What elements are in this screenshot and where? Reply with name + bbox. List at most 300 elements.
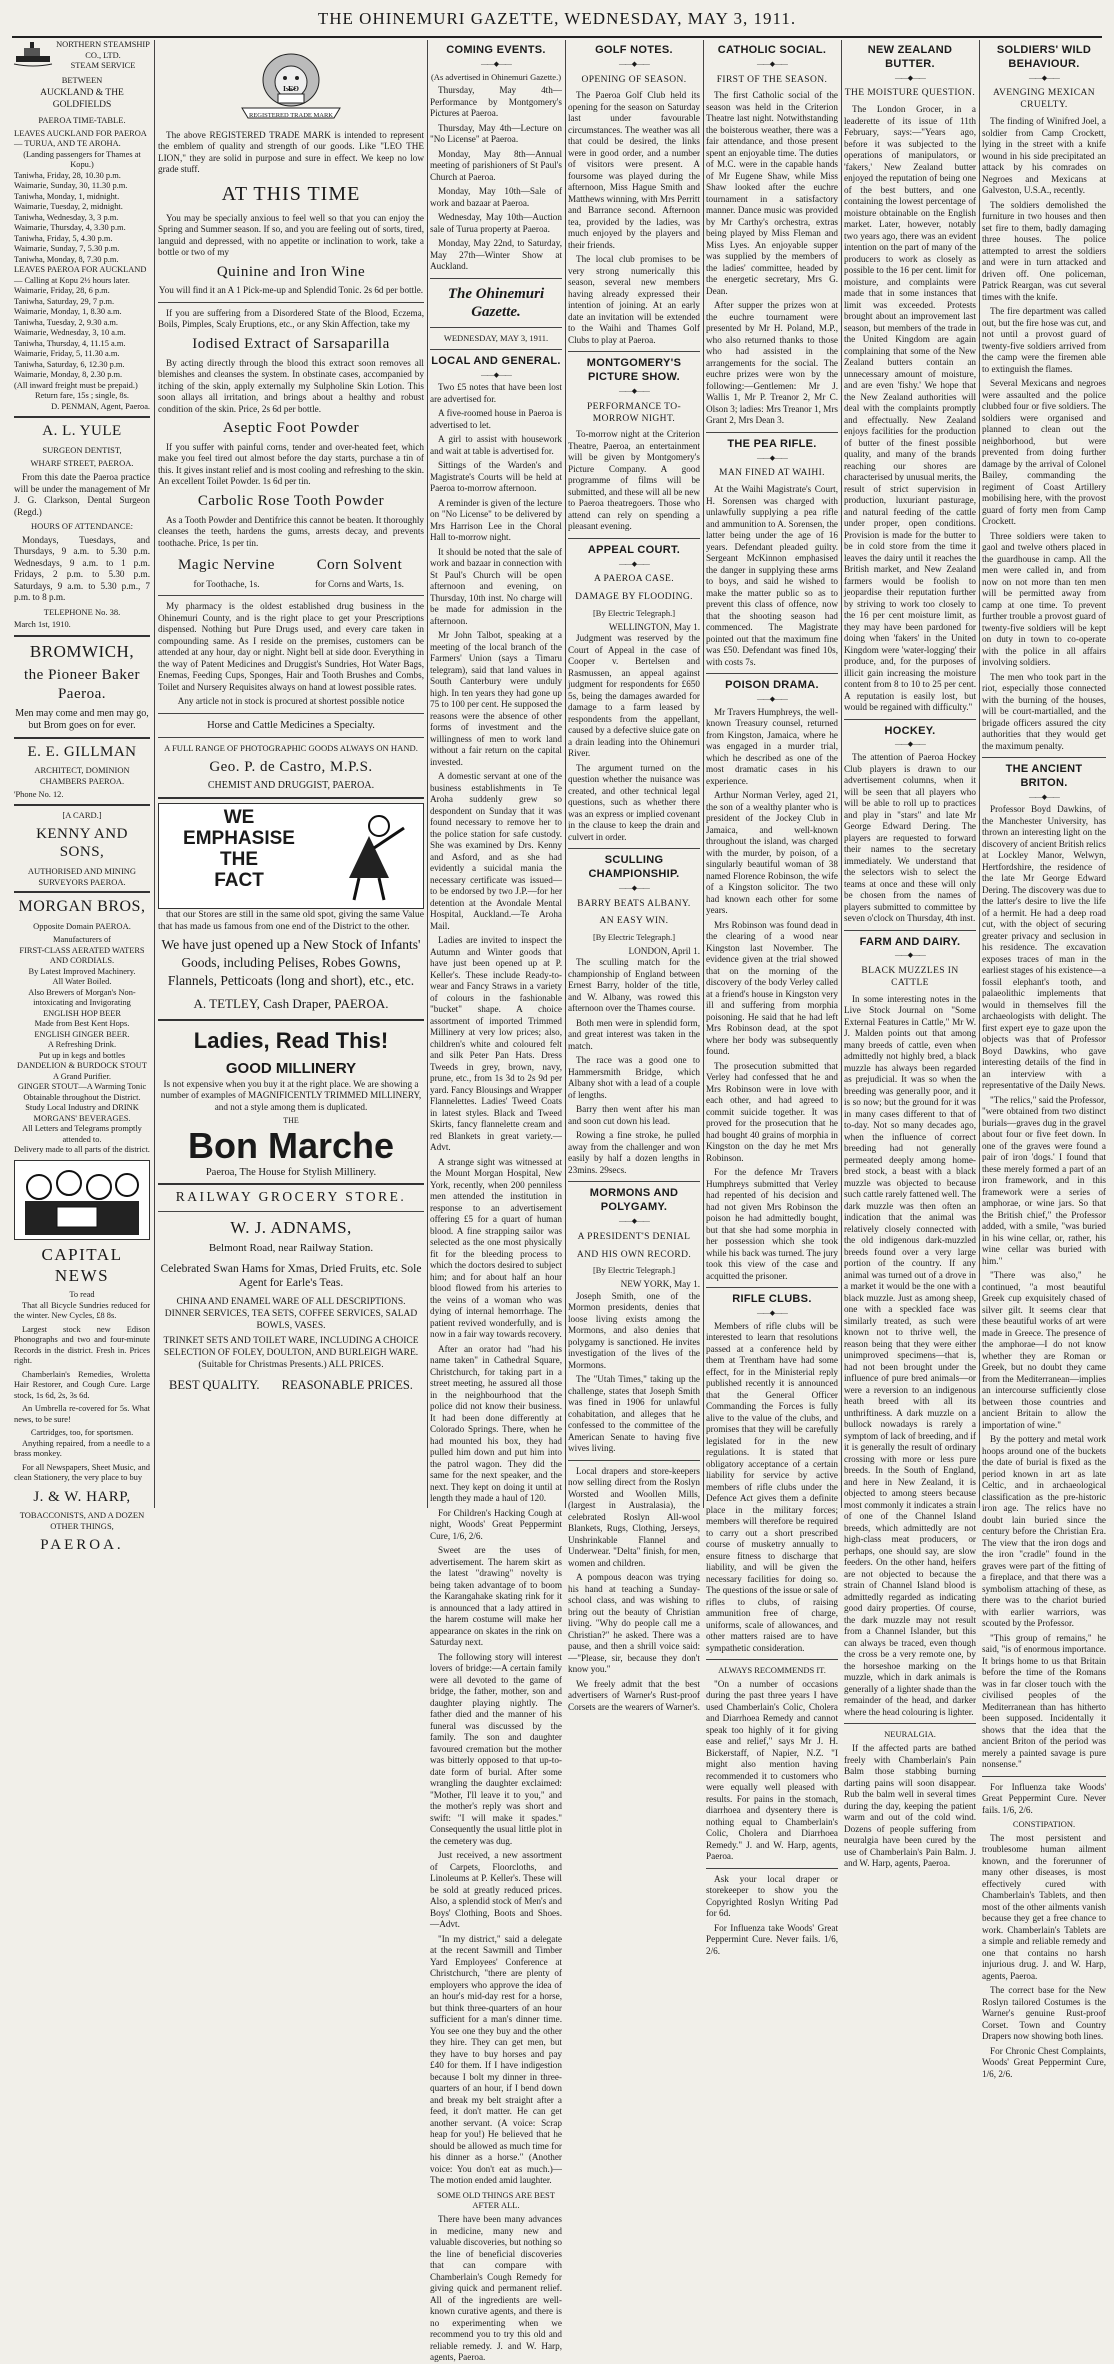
news-paragraph: "In my district," said a delegate at the recent Sawmill and Timber Yard Employees' Conference at Christchurch, "there are plenty of employers who approve the idea of an hour's mid-day rest for a horse, but think three-quarters of an hour sufficient for a man's dinner time. You see one they buy and the other they hire. They can get men, but they have to buy horses and pay £40 for them. If I have indigestion because I bolt my dinner in three-quarters of an hour, if I bend down and break my belt straight after a feed, it don't matter. He can get another servant. (A voice: Scrap heap for you!) He believed that he should be allowed as much time for his dinner as a horse." (Another voice: You don't eat as much.)—The motion ended amid laughter. [430, 1933, 562, 2186]
gillman-title: ARCHITECT, DOMINION CHAMBERS PAEROA. [34, 765, 130, 786]
morgan-line: All Letters and Telegrams promptly attended to. [22, 1124, 142, 1144]
news-paragraph: The attention of Paeroa Hockey Club players is drawn to our advertisement columns, when it will be seen that all players who will be able to roll up to practices and play in "stars" and late Mr George Edward Dering. The players are requested to forward their names to the secretary immediately. We understand that the selectors wish to select the teams at once and these will only be chosen from the names of players submitted to committee by seven o'clock on Thursday, 4th inst. [844, 752, 976, 924]
news-paragraph: For Influenza take Woods' Great Peppermint Cure. Never fails. 1/6, 2/6. [706, 1922, 838, 1956]
divider [158, 1019, 424, 1021]
morgan-line: Made from Best Kent Hops. [34, 1019, 130, 1028]
magic-sub: for Toothache, 1s. [193, 578, 260, 589]
mormons-sub: AND HIS OWN RECORD. [576, 1249, 692, 1260]
news-paragraph: The soldiers demolished the furniture in two houses and then set fire to them, badly damaging three houses. The police attempted to arrest the soldiers and were in turn attacked and driven off. One policeman, Patrick Reargan, was cut several times with the knife. [982, 199, 1106, 302]
news-paragraph: A domestic servant at one of the business establishments in Te Aroha suddenly grew so despondent on Sunday that it was found necessary to remove her to the police station for safe custody. She was examined by Drs. Kenny and Asford, and as she had evidently a suicidal mania the necessary certificate was issued—to be endorsed by two J.P.—for her detention at the Avondale Mental Hospital, Auckland.—Te Aroha Mail. [430, 771, 562, 931]
news-paragraph: "The relics," said the Professor, "were obtained from two distinct burials—graves dug in the gravel about four or five feet down. In one of the graves were found a pair of iron 'dogs.' I found that these merely formed a part of an iron framework, and in this framework were a series of amphorae, or wine jars. So that the British chief," the Professor added, with a smile, "was buried in his wine cellar, or, rather, his wine cellar was buried with him." [982, 1094, 1106, 1266]
ancient-briton-heading: THE ANCIENT BRITON. [1005, 763, 1083, 789]
emphasise-word: THE [220, 848, 258, 870]
divider [982, 1776, 1106, 1777]
column-7 [982, 40, 1106, 2079]
nz-butter-sub: THE MOISTURE QUESTION. [844, 88, 976, 99]
divider [158, 1183, 424, 1185]
news-paragraph: Mr Travers Humphreys, the well-known Treasury counsel, returned from Kingston, Jamaica, where he was engaged in a murder trial, which he described as one of the most dramatic cases in his experience. [706, 706, 838, 786]
event-item: Wednesday, May 10th—Auction sale of Turua property at Paeroa. [430, 212, 562, 234]
sailing: Waimarie, Wednesday, 3, 10 a.m. [14, 328, 126, 337]
ornament [430, 371, 562, 380]
news-paragraph: For Influenza take Woods' Great Peppermint Cure. Never fails. 1/6, 2/6. [982, 1781, 1106, 1815]
landing-note: (Landing passengers for Thames at Kopu.) [23, 149, 141, 169]
event-item: Monday, May 22nd, to Saturday, May 27th—Winter Show at Auckland. [430, 238, 562, 272]
sculling-sub: AN EASY WIN. [599, 916, 669, 927]
steamship-icon [14, 40, 52, 66]
ornament [844, 951, 976, 960]
news-paragraph: In some interesting notes in the Live Stock Journal on "Some External Features in Cattle," Mr W. J. Malden points out that among many breeds of cattle, even when admittedly not highly bred, a black muzzle has always been regarded as prejudicial. It was so when the breeding was generally poor, and it is so now; but the ground for it was in many cases different to that of to-day. Not so many decades ago, when the influence of correct breeding had not generally permeated deeply among home-bred stock, a beast with a black muzzle was objected to because such cattle rarely fattened well. The dark muzzle was then often an indication that the animal was relatively closely connected with the old indigenous dark-muzzled breeds found over a very large portion of the country. If any animal was turned out of a drove in a market it would be the one with a black muzzle. Just as among sheep, one with a speckled face was similarly treated, as such were known not to thrive well, the reason being that they were either unimproved specimens—that is, had not been brought under the influence of pure bred animals—or were a reversion to an indigenous heath breed with all its unthriftiness. A dark muzzle on a bullock nowadays is rarely a symptom of lack of breeding, and if it is generally the result of ordinary crossing with more or less pure breeds. In the South of England, and here in New Zealand, it is objected to among steers because most commonly it indicates a strain of one of the Channel Island breeds, which admittedly are not high-class meat producers, or perhaps, one should say, are slow feeders. On the other hand, heifers are not objected to because the strain of Channel Island blood is admittedly regarded as indicating good dairy properties. Of course, the dark muzzle may not result from a Channel Islander, but this can always be traced, even though the cross be a very remote one, by the horseshoe marking on the muzzle, which in dark animals is generally of a lighter shade than the remainder of the head, and darker where the head colouring is lighter. [844, 993, 976, 1717]
news-paragraph: The most persistent and troublesome human ailment known, and the forerunner of many other diseases, is most effectively cured with Chamberlain's Tablets, and then most of the other ailments vanish because they get a free chance to work. Chamberlain's Tablets are a simple and reliable remedy and one that contains no harsh injurious drug. J. and W. Harp, agents, Paeroa. [982, 1832, 1106, 1981]
cartoon-figures-icon [17, 1163, 147, 1237]
quality-row [158, 1378, 424, 1394]
dateline: WELLINGTON, May 1. [608, 621, 700, 632]
soldiers-heading: SOLDIERS' WILD BEHAVIOUR. [996, 44, 1092, 70]
dateline: NEW YORK, May 1. [620, 1279, 700, 1289]
column-2 [158, 40, 424, 1512]
hockey-heading: HOCKEY. [884, 724, 936, 737]
column-divider [565, 40, 566, 1508]
column-1 [14, 40, 150, 1553]
pea-rifle-sub: MAN FINED AT WAIHI. [719, 468, 825, 479]
at-this-time: AT THIS TIME [221, 182, 361, 205]
harp-sub: TOBACCONISTS, AND A DOZEN OTHER THINGS, [19, 1510, 145, 1531]
capital-line: That all Bicycle Sundries reduced for the winter. New Cycles, £8 8s. [14, 1300, 150, 1320]
telegraph-credit: [By Electric Telegraph.] [592, 932, 676, 943]
ornament [982, 793, 1106, 802]
rifle-clubs-heading: RIFLE CLUBS. [732, 1293, 812, 1306]
news-paragraph: Ladies are invited to inspect the Autumn and Winter goods that have just been opened up at P. Keller's. These include Ready-to-wear and Fancy Straws in a variety of colours in the fashionable "bucket" shape. A choice assortment of imported Trimmed Millinery at very low prices; also, children's white and coloured felt and silk Peter Pan Hats. Dress Tweeds in grey, brown, navy, prune, etc., from 1s 3d to 2s 9d per yard. Fancy Blousings and Wrapper Flannelettes. Ladies' Tweed Coats in latest styles. Black and Tweed Skirts, fancy flannelette cream and red Blankets in great variety.—Advt. [430, 935, 562, 1153]
appeal-heading: APPEAL COURT. [587, 543, 681, 556]
news-paragraph: Arthur Norman Verley, aged 21, the son of a wealthy planter who is president of the Jockey Club in Jamaica, and well-known throughout the island, was charged with the murder, by poison, of a singularly beautiful woman of 38 named Florence Robinson, the wife of a Kingston solicitor. The two had known each other for some years. [706, 790, 838, 916]
sailing: Waimarie, Friday, 5, 11.30 a.m. [14, 349, 120, 358]
divider [568, 538, 700, 539]
catholic-heading: CATHOLIC SOCIAL. [717, 44, 827, 56]
nz-butter-heading: NEW ZEALAND BUTTER. [867, 44, 953, 70]
morgan-line: Also Brewers of Morgan's Non-intoxicating and Invigorating [28, 987, 136, 1007]
bon-marche: Bon Marche [187, 1125, 395, 1167]
sarsa-lead: If you are suffering from a Disordered State of the Blood, Eczema, Boils, Pimples, Scaly Eruptions, etc., or any Skin Affection, take my [158, 307, 424, 330]
sailing: Taniwha, Saturday, 29, 7 p.m. [14, 296, 115, 306]
morgan-line: Delivery made to all parts of the district. [14, 1145, 150, 1154]
carbolic-title: Carbolic Rose Tooth Powder [197, 492, 385, 509]
news-paragraph: Barry then went after his man and soon cut down his lead. [568, 1104, 700, 1126]
divider [14, 635, 150, 637]
ornament [844, 74, 976, 83]
news-paragraph: A reminder is given of the lecture on "No License" to be delivered by Mrs Harrison Lee in the Choral Hall to-morrow night. [430, 497, 562, 543]
freight-note: (All inward freight must be prepaid.) [14, 380, 138, 390]
column-divider [703, 40, 704, 1508]
farm-dairy-sub: BLACK MUZZLES IN CATTLE [861, 966, 959, 988]
divider [568, 848, 700, 849]
yule-title: SURGEON DENTIST, [42, 444, 122, 455]
aseptic-text: If you suffer with painful corns, tender and over-heated feet, which make you feel tired out almost before the day starts, purchase a tin of this. It gives instant relief and is most cooling and refreshing to the skin. An excellent Toilet Powder. 1s 6d per tin. [158, 441, 424, 487]
news-paragraph: The correct base for the New Roslyn tailored Costumes is the Warner's genuine Rust-proof Corset. Town and Country Drapers now showing both lines. [982, 1985, 1106, 2042]
news-paragraph: The London Grocer, in a leaderette of its issue of 11th February, says:—"Years ago, before it was subjected to the operations of manipulators, or 'fakers,' New Zealand butter enjoyed the reputation of being one of the best butters, and one containing the lowest percentage of moisture obtainable on the English market. Later, however, notably two years ago, there was an evident intention on the part of many of the producers to work as closely as possible to the 16 per cent. limit for moisture, and complaints were made that in some instances that limit was exceeded. Protests brought about an improvement last season, but members of the trade in the United Kingdom are again complaining that some of the New Zealand butters contain an unnecessary amount of moisture, and are even 'fishy.' We hope that the New Zealand authorities will deal with the complaints promptly and effectually. New Zealand enjoys facilities for the production of butter of the finest possible quality, and many of the brands reaching our shores are characterised by unusual merits, the result of strict supervision in production, luxuriant pasturage, and natural feeding of the cattle under proper, open conditions. Provision is made for the butter to be in cold store from the time it leaves the dairy until it reaches the British market, and New Zealand farmers would be foolish to jeopardise their reputation further by striving to work too closely to the 16 per cent moisture limit, as they may have been pardoned for doing when 'fakers' in the United Kingdom were 'water-logging' their produce, and, for the purposes of illicit gain increasing the moisture content from 8 to 10 to 25 per cent. A reputation is easily lost, but would be regained with difficulty." [844, 104, 976, 713]
appeal-sub: A PAEROA CASE. [594, 574, 674, 585]
yule-name: A. L. YULE [42, 423, 122, 439]
news-paragraph: Sittings of the Warden's and Magistrate's Courts will be held at Paeroa to-morrow afternoon. [430, 460, 562, 494]
yule-text: From this date the Paeroa practice will be under the management of Mr J. G. Clarkson, Dental Surgeon (Regd.) [14, 472, 150, 517]
infants-text: We have just opened up a New Stock of Infants' Goods, including Pelises, Robes Gowns, Flannels, Petticoats (long and short), etc., etc. [161, 936, 421, 989]
telephone: TELEPHONE No. 38. [43, 606, 121, 617]
ornament [706, 60, 838, 69]
cartoon-illustration [14, 1160, 150, 1240]
capital-news: CAPITAL NEWS [41, 1244, 123, 1285]
sailings-from-auckland [14, 171, 150, 266]
news-paragraph: Just received, a new assortment of Carpets, Floorcloths, and Linoleums at P. Keller's. These will be sold at greatly reduced prices. Also, a splendid stock of Men's and Boys' Clothing, Boots and Shoes.—Advt. [430, 1850, 562, 1930]
news-paragraph: To-morrow night at the Criterion Theatre, Paeroa, an entertainment will be given by Montgomery's Picture Company. A good programme of films will be submitted, and these will all be new to Paeroa theatregoers. Those who attend can rely on spending a pleasant evening. [568, 429, 700, 532]
nervine-corn-row [158, 552, 424, 590]
news-paragraph: "On a number of occasions during the past three years I have used Chamberlain's Colic, Cholera and Diarrhoea Remedy and cannot speak too highly of it for giving ease and relief," says Mr J. H. Bickerstaff, of Napier, N.Z. "I might also mention having recommended it to customers who were equally well pleased with results. For pains in the stomach, diarrhoea and dysentery there is nothing equal to Chamberlain's Colic, Cholera and Diarrhoea Remedy." J. and W. Harp, agents, Paeroa. [706, 1678, 838, 1862]
steamship-service: STEAM SERVICE [70, 61, 136, 70]
news-paragraph: Members of rifle clubs will be interested to learn that resolutions passed at a conference held by them at Trentham have had some effect, for in the Ministerial reply published recently it is announced that the General Officer Commanding the Forces is fully alive to the value of the clubs, and promises that they will be carefully legislated for in the new regulations. It is stated that obligatory acceptance of a certain liability for service by active members of rifle clubs under the Defence Act gives them a definite place in the military forces; members will therefore be required to carry out a short prescribed course of musketry annually to ensure fitness to discharge that liability, and will be given the necessary facilities for doing so. The questions of the issue or sale of rifles to clubs, of raising ammunition free of charge, uniforms, scale of allowances, and other matters raised are to have sympathetic consideration. [706, 1320, 838, 1653]
bromwich-sub: the Pioneer Baker Paeroa. [24, 667, 140, 702]
railway-title: RAILWAY GROCERY STORE. [175, 1189, 407, 1205]
ornament [568, 387, 700, 396]
news-paragraph: Mrs Robinson was found dead in the clearing of a wood near Kingston last November. The evidence given at the trial showed that on the morning of the discovery of the body Verley called at a friend's house in Kingston very ill and suffering from morphia poisoning. He said that he had left Mrs Robinson dead, at the spot where her body was subsequently found. [706, 919, 838, 1057]
divider [14, 416, 150, 418]
news-paragraph: The men who took part in the riot, especially those connected with the burning of the houses, will be court-martialled, and the brigade officers assured the city authorities that they would get the maximum penalty. [982, 671, 1106, 751]
news-paragraph: Rowing a fine stroke, he pulled away from the challenger and won easily by half a dozen lengths in 23mins. 29secs. [568, 1130, 700, 1175]
xmas-text: (Suitable for Christmas Presents.) ALL PRICES. [198, 1360, 384, 1371]
yule-date: March 1st, 1910. [14, 620, 71, 630]
photo-line: A FULL RANGE OF PHOTOGRAPHIC GOODS ALWAYS ON HAND. [164, 742, 418, 753]
ornament [706, 695, 838, 704]
sailing: Waimarie, Friday, 28, 6 p.m. [14, 286, 110, 295]
figure-illustration-icon [319, 808, 419, 904]
coming-events-heading: COMING EVENTS. [446, 44, 546, 56]
masthead: THE OHINEMURI GAZETTE, WEDNESDAY, MAY 3, 1911. [317, 9, 797, 28]
steamship-route: AUCKLAND & THE GOLDFIELDS [40, 88, 124, 110]
sailing: Taniwha, Thursday, 4, 11.15 a.m. [14, 338, 126, 348]
capital-line: Anything repaired, from a needle to a brass monkey. [14, 1438, 150, 1458]
sailing: Taniwha, Wednesday, 3, 3 p.m. [14, 212, 119, 222]
news-paragraph: There have been many advances in medicine, many new and valuable discoveries, but nothing so the line of beneficial discoveries that can compare with Chamberlain's Cough Remedy for giving quick and permanent relief. All of the ingredients are well-known curative agents, and there is no experimenting when we recommend you to try this old and reliable remedy. J. and W. Harp, agents, Paeroa. [430, 2214, 562, 2362]
news-paragraph: Three soldiers were taken to gaol and twelve others placed in the guardhouse in camp. All the men were called in, and from now on not more than ten men will be permitted away from camp at one time. To prevent further trouble a provost guard of twenty-five soldiers will be kept on duty in town to co-operate with the police in all affairs involving soldiers. [982, 530, 1106, 667]
steamship-between: BETWEEN [61, 74, 103, 85]
kenny-sub: AUTHORISED AND MINING SURVEYORS PAEROA. [27, 866, 137, 887]
quinine-title: Quinine and Iron Wine [216, 263, 366, 280]
castro-name: Geo. P. de Castro, M.P.S. [209, 758, 373, 775]
telegraph-credit: [By Electric Telegraph.] [592, 1265, 676, 1276]
divider [14, 891, 150, 893]
news-paragraph: It should be noted that the sale of work and bazaar in connection with St Paul's Church will be open afternoon and evening, on Thursday, 10th inst. No charge will be made for admission in the afternoon. [430, 546, 562, 626]
adnams-address: Belmont Road, near Railway Station. [208, 1242, 374, 1255]
capital-line: For all Newspapers, Sheet Music, and clean Stationery, the very place to buy [14, 1462, 150, 1482]
sailings-from-paeroa [14, 286, 150, 381]
ornament [568, 60, 700, 69]
gillman-phone: 'Phone No. 12. [14, 789, 64, 799]
sailing: Waimarie, Sunday, 30, 11.30 p.m. [14, 181, 128, 190]
tetley-name: A. TETLEY, Cash Draper, PAEROA. [193, 996, 389, 1012]
bon-sub: Paeroa, The House for Stylish Millinery. [205, 1167, 377, 1179]
morgan-line: GINGER STOUT—A Warming Tonic [17, 1082, 147, 1091]
divider [14, 804, 150, 806]
emphasise-word: EMPHASISE [183, 827, 295, 849]
emphasise-word: FACT [214, 869, 264, 891]
news-paragraph: Several Mexicans and negroes were assaulted and the police clubbed four or five soldiers. The soldiers were organised and planned to clean out the neighborhood, but were prevented from doing further damage by the arrival of Colonel Bailey, commanding the regiment of Coast Artillery mobilising here, with the provost guard of forty men from Camp Crockett. [982, 378, 1106, 526]
farm-dairy-heading: FARM AND DAIRY. [859, 935, 961, 948]
sculling-heading: SCULLING CHAMPIONSHIP. [588, 854, 680, 880]
harp-town: PAEROA. [40, 1536, 124, 1553]
ornament [982, 74, 1106, 83]
news-paragraph: Professor Boyd Dawkins, of the Manchester University, has thrown an interesting light on the discovery of ancient British relics at Lockley Manor, Welwyn, Hertfordshire, the residence of the late Mr George Edward Dering. The discovery was due to the latter's desire to live the life of a hermit. He had a deep road cut, with the object of securing greater privacy and seclusion in his residence. The excavation exposes traces of man in the earliest stages of his existence—a fossil elephant's tooth, and palaeolithic implements that would in themselves fill the archaeologists with delight. The first expert eye to gaze upon the objects was that of Professor Boyd Dawkins, who gave interesting details of the find in an interview with a representative of the Daily News. [982, 804, 1106, 1091]
corn-title: Corn Solvent [316, 557, 403, 573]
capital-line: To read [69, 1290, 95, 1299]
morgan-line: ENGLISH GINGER BEER. [34, 1029, 130, 1039]
ornament [844, 740, 976, 749]
agent: D. PENMAN, Agent, Paeroa. [51, 401, 150, 411]
bromwich-name: BROMWICH, [29, 641, 135, 661]
divider [430, 278, 562, 279]
capital-line: An Umbrella re-covered for 5s. What news, to be sure! [14, 1404, 150, 1424]
divider [158, 1211, 424, 1212]
sailing: Taniwha, Monday, 8, 7.30 p.m. [14, 254, 119, 264]
hours-title: HOURS OF ATTENDANCE: [30, 521, 133, 531]
news-paragraph: A strange sight was witnessed at the Mount Morgan Hospital, New York, recently, when 200 penniless men attended the institution in response to an advertisement offering £5 for a quart of human blood. A fine strapping sailor was selected as the one most physically fit for the bleeding process to which the doctors desired to subject him; and for about half an hour blood flowed from his arteries to the veins of a woman who was dying of internal hemorrhage. The patient revived wonderfully, and is now in a fair way towards recovery. [430, 1156, 562, 1340]
sailing: Waimarie, Monday, 8, 2.30 p.m. [14, 370, 123, 379]
morgan-address: Opposite Domain PAEROA. [33, 921, 131, 932]
return-fare: Return fare, 15s ; single, 8s. [35, 391, 129, 400]
divider [706, 673, 838, 674]
mormons-sub: A PRESIDENT'S DENIAL [577, 1231, 691, 1242]
news-paragraph: For Chronic Chest Complaints, Woods' Great Peppermint Cure, 1/6, 2/6. [982, 2045, 1106, 2079]
constipation-heading: CONSTIPATION. [1012, 1819, 1076, 1830]
aseptic-title: Aseptic Foot Powder [222, 420, 360, 436]
neuralgia-heading: NEURALGIA. [884, 1729, 936, 1740]
swan-hams: Celebrated Swan Hams for Xmas, Dried Fruits, etc. Sole Agent for Earle's Teas. [160, 1263, 422, 1290]
divider [844, 719, 976, 720]
divider [844, 930, 976, 931]
event-item: Thursday, May 4th—Lecture on "No License" at Paeroa. [430, 122, 562, 145]
dateline: LONDON, April 1. [628, 945, 700, 956]
event-item: Thursday, May 4th—Performance by Montgomery's Pictures at Paeroa. [430, 85, 562, 119]
column-5 [706, 40, 838, 1956]
leo-text: The above REGISTERED TRADE MARK is intended to represent the emblem of quality and strength of our goods. Like "LEO THE LION," they are solid in purpose and sure in effect. We keep no low grade stuff. [158, 129, 424, 174]
ornament [706, 454, 838, 463]
golf-heading: GOLF NOTES. [595, 44, 673, 56]
montgomery-heading: MONTGOMERY'S PICTURE SHOW. [586, 357, 682, 384]
news-paragraph: Ask your local draper or storekeeper to show you the Copyrighted Roslyn Writing Pad for 6d. [706, 1873, 838, 1919]
at-this-text: You may be specially anxious to feel well so that you can enjoy the Spring and Summer season. If so, and you are feeling out of sorts, tired, languid and depressed, with no appetite or inclination to work, take a bottle or two of my [158, 212, 424, 257]
column-4 [568, 40, 700, 1712]
leo-logo [158, 44, 424, 130]
ladies-headline: Ladies, Read This! [193, 1027, 389, 1053]
leaves-paeroa: LEAVES PAEROA FOR AUCKLAND— Calling at Kopu 2½ hours later. [14, 265, 147, 285]
bromwich-slogan: Men may come and men may go, but Brom goes on for ever. [15, 707, 149, 731]
corn-block [315, 552, 404, 590]
news-paragraph: The prosecution submitted that Verley had confessed that he and Mrs Robinson were in love with each other, and had agreed to commit suicide together. It was proved for the prosecution that he had bought 40 grains of morphia in Kingston on the day he met Mrs Robinson. [706, 1060, 838, 1163]
sculling-sub: BARRY BEATS ALBANY. [577, 898, 691, 909]
sailing: Waimarie, Monday, 1, 8.30 a.m. [14, 307, 122, 316]
morgan-line: A Refreshing Drink. [47, 1040, 117, 1049]
china-text: CHINA AND ENAMEL WARE OF ALL DESCRIPTIONS. DINNER SERVICES, TEA SETS, COFFEE SERVICES, SALAD BOWLS, VASES. [164, 1296, 418, 1331]
hours-text: Mondays, Tuesdays, and Thursdays, 9 a.m. to 5.30 p.m. Wednesdays, 9 a.m. to 1 p.m. Fridays, 2 p.m. to 5.30 p.m. Saturdays, 9 a.m. to 5.30 p.m., 7 p.m. to 8 p.m. [14, 534, 150, 603]
soldiers-sub: AVENGING MEXICAN CRUELTY. [992, 88, 1095, 111]
news-paragraph: After supper the prizes won at the euchre tournament were presented by Mr H. Poland, M.P., who also returned thanks to those who had assisted in the arrangements for the social. The euchre prizes were won by the following:—Gentlemen: Mr J. Wallis 1, Mr P. Treanor 2, Mr C. Olson 3; ladies: Mrs Treanor 1, Mrs Grant 2, Mrs Dean 3. [706, 300, 838, 426]
montgomery-sub: PERFORMANCE TO-MORROW NIGHT. [586, 401, 682, 424]
news-paragraph: A pompous deacon was trying his hand at teaching a Sunday-school class, and was wishing to bring out the beauty of Christian living. "Why do people call me a Christian?" he asked. There was a pause, and then a shrill voice said:—"Please, sir, because they don't know you." [568, 1572, 700, 1674]
morgan-line: A Grand Purifier. [53, 1071, 111, 1081]
corn-sub: for Corns and Warts, 1s. [315, 578, 404, 589]
capital-line: Largest stock new Edison Phonographs and two and four-minute Records in the district. Fresh in. Prices right. [14, 1324, 150, 1365]
news-paragraph: "This group of remains," he said, "is of enormous importance. It brings home to us that Britain before the time of the Romans was in far closer touch with the civilised peoples of the Mediterranean than has hitherto been supposed. Incidentally it shows that the idea that the ancient Briton of the period was merely a painted savage is pure nonsense." [982, 1632, 1106, 1770]
good-millinery: GOOD MILLINERY [225, 1060, 357, 1078]
morgan-line: DANDELION & BURDOCK STOUT [17, 1061, 147, 1070]
steamship-ad [14, 40, 150, 72]
column-divider [979, 40, 980, 1508]
poison-heading: POISON DRAMA. [725, 679, 819, 692]
ornament [568, 560, 700, 569]
column-3 [430, 40, 562, 2362]
column-divider [841, 40, 842, 1508]
ornament [568, 884, 700, 893]
news-paragraph: The race was a good one to Hammersmith Bridge, which Albany shot with a lead of a couple of lengths. [568, 1055, 700, 1100]
trinket-text: TRINKET SETS AND TOILET WARE, INCLUDING A CHOICE SELECTION OF FOLEY, DOULTON, AND BURLEIGH WARE. [163, 1336, 419, 1359]
gillman-name: E. E. GILLMAN [27, 743, 137, 760]
news-paragraph: A girl to assist with housework and wait at table is advertised for. [430, 434, 562, 456]
news-paragraph: The following story will interest lovers of bridge:—A certain family were all devoted to the game of bridge, the father, mother, son and daughter playing nightly. The father died and the manner of his funeral was discussed by the family. The son and daughter favoured cremation but the mother was bitterly opposed to that up-to-date form of burial. After some wrangling the daughter exclaimed: "Mother, I'll leave it to you," and the mother's reply was short and swift: "I will make it spades." Consequently the usual little plot in the cemetery was dug. [430, 1651, 562, 1846]
morgan-line: Obtainable throughout the District. [23, 1092, 141, 1102]
carbolic-text: As a Tooth Powder and Dentifrice this cannot be beaten. It thoroughly cleanses the teeth, hardens the gums, arrests decay, and prevents toothache. Price, 1s per tin. [158, 514, 424, 548]
news-subheading: SOME OLD THINGS ARE BEST AFTER ALL. [437, 2189, 555, 2211]
always-heading: ALWAYS RECOMMENDS IT. [718, 1665, 826, 1676]
capital-line: Cartridges, too, for sportsmen. [30, 1428, 134, 1437]
divider [706, 1287, 838, 1288]
divider [158, 797, 424, 799]
card-label: [A CARD.] [62, 810, 102, 820]
news-paragraph: "There was also," he continued, "a most beautiful Greek cup exquisitely chased of silver gilt. It seems clear that these beautiful works of art were made in Greece. The presence of the amphorae—I do not know whether they are Roman or Greek, but no doubt they came from the Mediterranean—implies an intercourse sufficiently close between those countries and ancient Britain to allow the importation of wine." [982, 1270, 1106, 1430]
golf-sub: OPENING OF SEASON. [581, 74, 687, 85]
divider [706, 1659, 838, 1660]
morgan-name: MORGAN BROS, [18, 898, 146, 916]
divider [706, 1868, 838, 1869]
news-paragraph: Both men were in splendid form, and great interest was taken in the match. [568, 1017, 700, 1051]
sailing: Taniwha, Monday, 1, midnight. [14, 191, 120, 201]
emphasise-ad [158, 803, 424, 909]
morgan-line: FIRST-CLASS AERATED WATERS AND CORDIALS. [19, 945, 145, 965]
news-paragraph: After an orator had "had his name taken" in Cathedral Square, Christchurch, for taking part in a street meeting, he assured all those in the neighbourhood that the police did not know their business. It had been done differently at Colorado Springs. There, when he had mounted his box, they had pulled him down and put him into the patrol wagon. They did the same for the next speaker, and the next. They kept on doing it until at length they made a haul of 120. [430, 1343, 562, 1504]
sailing: Taniwha, Tuesday, 2, 9.30 a.m. [14, 317, 119, 327]
best-quality: BEST QUALITY. [169, 1378, 260, 1393]
event-item: Monday, May 8th—Annual meeting of parishioners of St Paul's Church at Paeroa. [430, 148, 562, 182]
divider [158, 713, 424, 714]
pea-rifle-heading: THE PEA RIFLE. [727, 437, 817, 450]
morgan-line: All Water Boiled. [52, 977, 112, 986]
kenny-name: KENNY AND SONS, [36, 825, 128, 861]
leaves-auckland: LEAVES AUCKLAND FOR PAEROA— TURUA, AND TE AROHA. [14, 128, 147, 148]
sailing: Taniwha, Friday, 28, 10.30 p.m. [14, 170, 121, 180]
news-paragraph: Joseph Smith, one of the Mormon presidents, denies that loose living exists among the Mormons, and also denies that polygamy is sanctioned. He invites investigation of the lives of the Mormons. [568, 1290, 700, 1370]
divider [706, 432, 838, 433]
pharmacy-text: My pharmacy is the oldest established drug business in the Ohinemuri County, and is the right place to get your Prescriptions dispensed. Nothing but Pure Drugs used, and every care taken in compounding same. As I reside on the premises, customers can be attended at any hour, day or night. Night bell at side door. Everything in the way of Patent Medicines and Druggist's Sundries, Hot Water Bags, Enemas, Feeding Cups, Sponges, Hair and Tooth Brushes and Combs, Toilet and Nursery Requisites always on hand at lowest possible rates. [158, 601, 424, 692]
pharmacy-note: Any article not in stock is procured at shortest possible notice [177, 696, 405, 707]
harp-name: J. & W. HARP, [33, 1488, 131, 1505]
divider [430, 327, 562, 328]
divider [158, 302, 424, 303]
emphasise-words [163, 808, 315, 904]
news-paragraph: At the Waihi Magistrate's Court, H. Sorensen was charged with unlawfully supplying a pea rifle and ammunition to A. Sorensen, the latter being under the age of 16 years. Defendant pleaded guilty. Sergeant McKinnon emphasised the danger in supplying these arms to boys, and said he wished to make the matter public so as to prevent this class of offence, now that the shooting season had commenced. The Magistrate pointed out that the maximum fine was £50. Defendant was fined 10s, with costs 7s. [706, 484, 838, 667]
sailing: Taniwha, Friday, 5, 4.30 p.m. [14, 233, 113, 243]
news-paragraph: The argument turned on the question whether the nuisance was created, and other technical legal questions, such as whether there was an express or implied covenant in the clause to keep the drain and culvert in order. [568, 762, 700, 842]
divider [430, 349, 562, 350]
sailing: Waimarie, Tuesday, 2, midnight. [14, 202, 123, 211]
castro-sub: CHEMIST AND DRUGGIST, PAEROA. [207, 780, 375, 792]
news-paragraph: The Paeroa Golf Club held its opening for the season on Saturday last under favourable circumstances. The weather was all that could be desired, the links were in good order, and a number of visitors were present. A foursome was played during the afternoon, Miss Hague Smith and Matthews winning, with Mrs Perritt and Barrance second. Afternoon tea, provided by the ladies, was much enjoyed by the players and their friends. [568, 90, 700, 250]
capital-line: Chamberlain's Remedies, Wroletta Hair Restorer, and Cough Cure. Large stock, 1s 6d, 2s, 3s 6d. [14, 1369, 150, 1400]
ornament [568, 1217, 700, 1226]
telegraph-credit: [By Electric Telegraph.] [592, 608, 676, 619]
millinery-text: Is not expensive when you buy it at the right place. We are showing a number of examples of MAGNIFICENTLY TRIMMED MILLINERY, and not a style among them is duplicated. [160, 1078, 422, 1112]
column-divider [154, 40, 155, 1508]
news-paragraph: The local club promises to be very strong numerically this season, several new members having already expressed their intention of joining. At an early date an invitation will be extended to the Waihi and Thames Golf Clubs to play at Paeroa. [568, 254, 700, 345]
sailing: Waimarie, Thursday, 4, 3.30 p.m. [14, 223, 126, 232]
column-divider [427, 40, 428, 1508]
capital-list [14, 1290, 150, 1484]
ornament [706, 1309, 838, 1318]
news-paragraph: For the defence Mr Travers Humphreys submitted that Verley had repented of his decision and had not given Mrs Robinson the poison he had admittedly bought, but that she had some morphia in her possession which she took while his back was turned. The jury took this view of the case and acquitted the prisoner. [706, 1167, 838, 1281]
timetable-title: PAEROA TIME-TABLE. [38, 114, 126, 125]
emphasise-text: that our Stores are still in the same old spot, giving the same Value that has made us famous from one end of the District to the other. [158, 908, 424, 932]
morgan-list [14, 935, 150, 1156]
news-paragraph: Sweet are the uses of advertisement. The harem skirt as the latest "drawing" novelty is being taken advantage of to boom the Karangahake skating rink for it is announced that a lady attired in the harem costume will make her appearance on skates in the rink on Saturday next. [430, 1545, 562, 1648]
mormons-heading: MORMONS AND POLYGAMY. [589, 1187, 679, 1214]
news-paragraph: By the pottery and metal work hoops around one of the buckets the date of burial is fixed as the period known in art as late Celtic, and in archaeological classification as the pre-historic iron age. The relics have no doubt lain buried since the century before the Christian Era. The view that the iron dogs and the iron "cradle" found in the graves were part of the fitting of a fireplace, and that there was a symbolism attaching of these, as there was to the chariot buried with earlier warriors, was scouted by the Professor. [982, 1434, 1106, 1629]
news-paragraph: The fire department was called out, but the fire hose was cut, and not until a provost guard of twenty-five soldiers arrived from the camp were the firemen able to extinguish the flames. [982, 306, 1106, 374]
reasonable-prices: REASONABLE PRICES. [281, 1378, 413, 1393]
divider [568, 351, 700, 352]
morgan-line: ENGLISH HOP BEER [43, 1008, 121, 1018]
event-item: Monday, May 10th—Sale of work and bazaar at Paeroa. [430, 186, 562, 208]
news-paragraph: A five-roomed house in Paeroa is advertised to let. [430, 408, 562, 430]
gazette-title: The Ohinemuri Gazette. [447, 285, 545, 321]
yule-address: WHARF STREET, PAEROA. [30, 458, 134, 469]
news-paragraph: The sculling match for the championship of England between Ernest Barry, holder of the title, and W. Albany, was rowed this afternoon over the Thames course. [568, 957, 700, 1014]
sarsa-title: Iodised Extract of Sarsaparilla [192, 335, 390, 352]
appeal-sub: DAMAGE BY FLOODING. [575, 592, 693, 603]
quinine-text: You will find it an A 1 Pick-me-up and Splendid Tonic. 2s 6d per bottle. [158, 285, 424, 296]
news-paragraph: Mr John Talbot, speaking at a meeting of the local branch of the Farmers' Union (says a Timaru telegram), said that land values in South Canterbury were unduly high. In ten years they had gone up 75 to 100 per cent. He supposed the reasons were the absence of other forms of investment and the willingness of men to work land without a fair return on the capital invested. [430, 630, 562, 767]
magic-title: Magic Nervine [178, 557, 275, 573]
divider [158, 737, 424, 738]
divider [568, 1181, 700, 1182]
news-paragraph: The "Utah Times," taking up the challenge, states that Joseph Smith was fined in 1906 for unlawful cohabitation, and alleges that he confessed to the committee of the American Senate to having five wives living. [568, 1374, 700, 1453]
divider [844, 1723, 976, 1724]
local-general-heading: LOCAL AND GENERAL. [431, 354, 561, 367]
catholic-sub: FIRST OF THE SEASON. [716, 74, 828, 85]
news-paragraph: The first Catholic social of the season was held in the Criterion Theatre last night. Notwithstanding the boisterous weather, there was a fair attendance, and those present spent an enjoyable time. The duties of M.C. were in the capable hands of Mr Eugene Shaw, while Miss Shaw looked after the euchre tournament in a satisfactory manner. Dance music was provided by Mr Carthy's orchestra, extras being played by Miss Fleman and Miss Lyes. An enjoyable supper was supplied by the members of the ladies' committee, headed by the energetic secretary, Mrs G. Dean. [706, 90, 838, 296]
news-paragraph: Judgment was reserved by the Court of Appeal in the case of Cooper v. Bertelsen and Rasmussen, an appeal against judgment for respondents for £650 5s, being the damages awarded for damage to a farm leased by respondents from the appellant, caused by a defective sluice gate on a drain leading into the Ohinemuri River. [568, 633, 700, 759]
news-paragraph: We freely admit that the best advertisers of Warner's Rust-proof Corsets are the wearers of Warner's. [568, 1678, 700, 1712]
news-paragraph: If the affected parts are bathed freely with Chamberlain's Pain Balm those stabbing burning darting pains will soon disappear. Rub the balm well in several times during the day, keeping the patient warm and out of the cold wind. Dozens of people suffering from neuralgia have been cured by the use of Chamberlain's Pain Balm. J. and W. Harp, agents, Paeroa. [844, 1743, 976, 1868]
divider [568, 1460, 700, 1461]
ornament [430, 60, 562, 69]
news-paragraph: Two £5 notes that have been lost are advertised for. [430, 382, 562, 404]
sailing: Taniwha, Saturday, 6, 12.30 p.m. [14, 359, 125, 369]
news-paragraph: The finding of Winifred Joel, a soldier from Camp Crockett, lying in the street with a knife wound in his side precipitated an attack by his comrades on Negroes and Mexicans at Galveston, U.S.A., recently. [982, 116, 1106, 195]
news-paragraph: Local drapers and store-keepers now selling direct from the Roslyn Worsted and Woollen Mills, (largest in Australasia), the celebrated Roslyn All-wool Blankets, Rugs, Clothing, Jerseys, Unshrinkable Flannel and Underwear. "Delta" finish, for men, women and children. [568, 1465, 700, 1568]
divider [982, 757, 1106, 758]
column-6 [844, 40, 976, 1868]
sailing: Waimarie, Sunday, 7, 5.30 p.m. [14, 244, 120, 253]
magic-block [178, 552, 275, 590]
morgan-line: Manufacturers of [53, 935, 111, 944]
steamship-name: NORTHERN STEAMSHIP CO., LTD. [56, 40, 150, 60]
morgan-line: By Latest Improved Machinery. [28, 966, 136, 976]
morgan-line: Put up in kegs and bottles [38, 1050, 126, 1060]
sarsa-text: By acting directly through the blood this extract soon removes all blemishes and cleanses the system. In obstinate cases, accompanied by itching of the skin, apply externally my Sulpholine Skin Lotion. This soon allays all irritation, and brings about a healthy and robust condition of the skin. Price, 2s 6d per bottle. [158, 357, 424, 414]
gazette-date: WEDNESDAY, MAY 3, 1911. [443, 333, 549, 344]
